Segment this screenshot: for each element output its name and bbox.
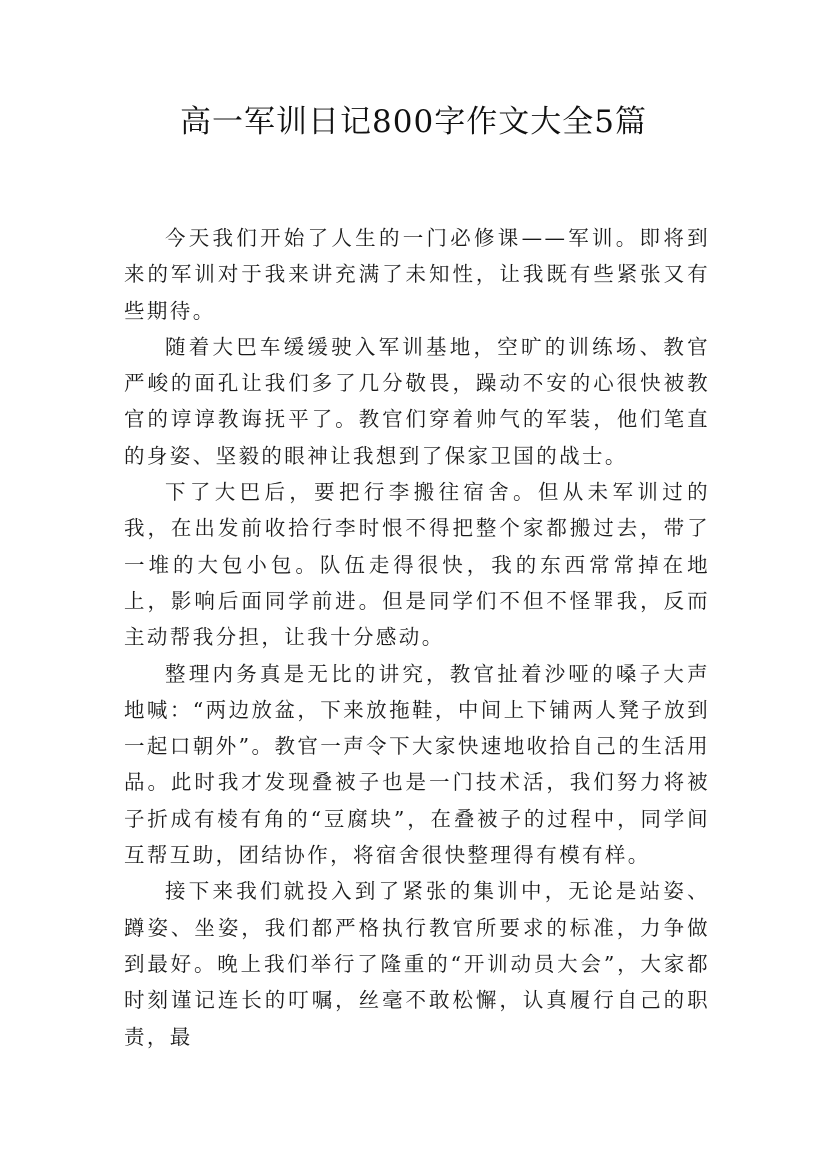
paragraph-1: 今天我们开始了人生的一门必修课——军训。即将到来的军训对于我来讲充满了未知性，让我既有些紧张又有些期待。 <box>124 226 710 323</box>
document-title: 高一军训日记800字作文大全5篇 <box>180 104 647 140</box>
paragraph-4: 整理内务真是无比的讲究，教官扯着沙哑的嗓子大声地喊：“两边放盆，下来放拖鞋，中间上下铺两人凳子放到一起口朝外”。教官一声令下大家快速地收拾自己的生活用品。此时我才发现叠被子也是一门技术活，我们努力将被子折成有棱有角的“豆腐块”，在叠被子的过程中，同学间互帮互助，团结协作，将宿舍很快整理得有模有样。 <box>124 661 710 868</box>
paragraph-2: 随着大巴车缓缓驶入军训基地，空旷的训练场、教官严峻的面孔让我们多了几分敬畏，躁动不安的心很快被教官的谆谆教诲抚平了。教官们穿着帅气的军装，他们笔直的身姿、坚毅的眼神让我想到了保家卫国的战士。 <box>124 334 710 468</box>
paragraph-5: 接下来我们就投入到了紧张的集训中，无论是站姿、蹲姿、坐姿，我们都严格执行教官所要求的标准，力争做到最好。晚上我们举行了隆重的“开训动员大会”，大家都时刻谨记连长的叮嘱，丝毫不敢松懈，认真履行自己的职责，最 <box>124 879 710 1049</box>
document-body <box>124 220 710 1055</box>
paragraph-3: 下了大巴后，要把行李搬往宿舍。但从未军训过的我，在出发前收拾行李时恨不得把整个家都搬过去，带了一堆的大包小包。队伍走得很快，我的东西常常掉在地上，影响后面同学前进。但是同学们不但不怪罪我，反而主动帮我分担，让我十分感动。 <box>124 480 710 650</box>
